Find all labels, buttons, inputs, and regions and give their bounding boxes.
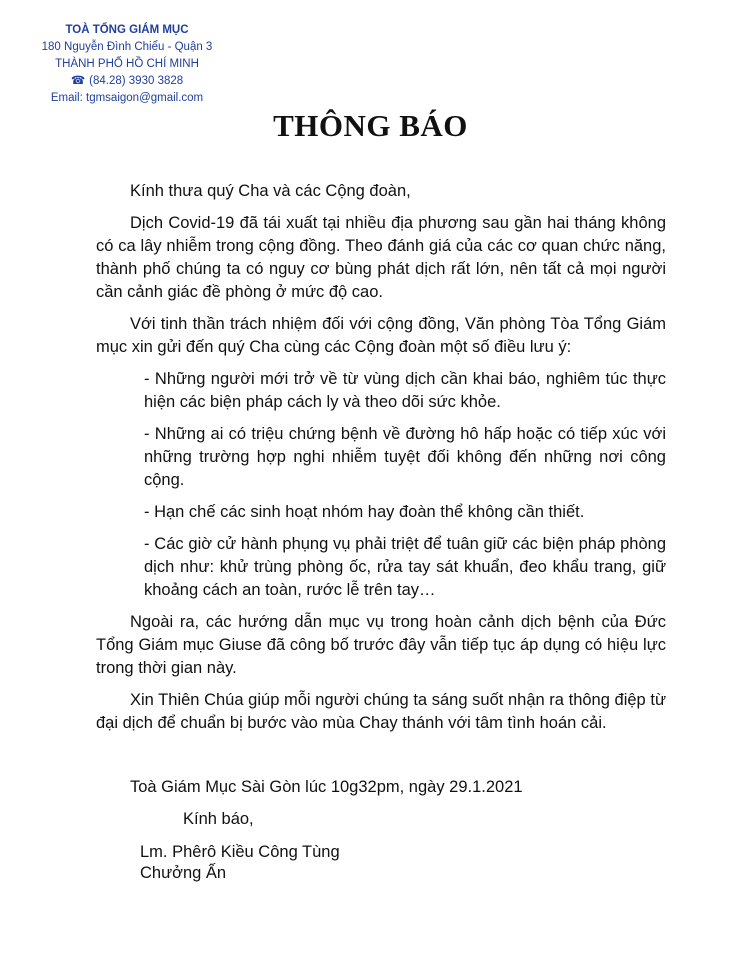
paragraph-1: Dịch Covid-19 đã tái xuất tại nhiều địa phương sau gần hai tháng không có ca lây nhiễm trong cộng đồng. Theo đánh giá của các cơ quan chức năng, thành phố chúng ta có nguy cơ bùng phát dịch rất lớn, nên tất cả mọi người cần cảnh giác đề phòng ở mức độ cao. <box>96 214 666 301</box>
paragraph-2: Với tinh thần trách nhiệm đối với cộng đồng, Văn phòng Tòa Tổng Giám mục xin gửi đến quý Cha cùng các Cộng đoàn một số điều lưu ý: <box>96 315 666 356</box>
signer-name: Lm. Phêrô Kiều Công Tùng <box>140 843 340 861</box>
document-title: THÔNG BÁO <box>273 108 468 143</box>
notice-item: - Những người mới trở về từ vùng dịch cần khai báo, nghiêm túc thực hiện các biện pháp cách ly và theo dõi sức khỏe. <box>144 370 666 411</box>
letterhead <box>22 22 232 107</box>
closing-regards: Kính báo, <box>183 810 254 828</box>
letterhead-email: Email: tgmsaigon@gmail.com <box>50 92 204 104</box>
closing-place-date: Toà Giám Mục Sài Gòn lúc 10g32pm, ngày 29.1.2021 <box>130 778 523 796</box>
letterhead-org: TOÀ TỔNG GIÁM MỤC <box>65 24 189 36</box>
notice-item: - Hạn chế các sinh hoạt nhóm hay đoàn thể không cần thiết. <box>144 503 585 521</box>
paragraph-3: Ngoài ra, các hướng dẫn mục vụ trong hoàn cảnh dịch bệnh của Đức Tổng Giám mục Giuse đã công bố trước đây vẫn tiếp tục áp dụng có hiệu lực trong thời gian này. <box>96 613 666 677</box>
letterhead-city: THÀNH PHỐ HỒ CHÍ MINH <box>55 58 199 70</box>
paragraph-4: Xin Thiên Chúa giúp mỗi người chúng ta sáng suốt nhận ra thông điệp từ đại dịch để chuẩn bị bước vào mùa Chay thánh với tâm tình hoán cải. <box>96 691 666 732</box>
letterhead-phone <box>22 73 232 90</box>
signer-role: Chưởng Ấn <box>140 864 227 882</box>
greeting: Kính thưa quý Cha và các Cộng đoàn, <box>130 182 411 200</box>
letterhead-address: 180 Nguyễn Đình Chiểu - Quận 3 <box>41 41 213 53</box>
notice-item: - Các giờ cử hành phụng vụ phải triệt để tuân giữ các biện pháp phòng dịch như: khử trùng phòng ốc, rửa tay sát khuẩn, đeo khẩu trang, giữ khoảng cách an toàn, rước lễ trên tay… <box>144 535 666 599</box>
phone-number: (84.28) 3930 3828 <box>89 75 184 87</box>
telephone-icon: ☎ <box>70 75 86 87</box>
notice-item: - Những ai có triệu chứng bệnh về đường hô hấp hoặc có tiếp xúc với những trường hợp nghi nhiễm tuyệt đối không đến những nơi công cộng. <box>144 425 666 489</box>
document-body <box>96 180 666 744</box>
